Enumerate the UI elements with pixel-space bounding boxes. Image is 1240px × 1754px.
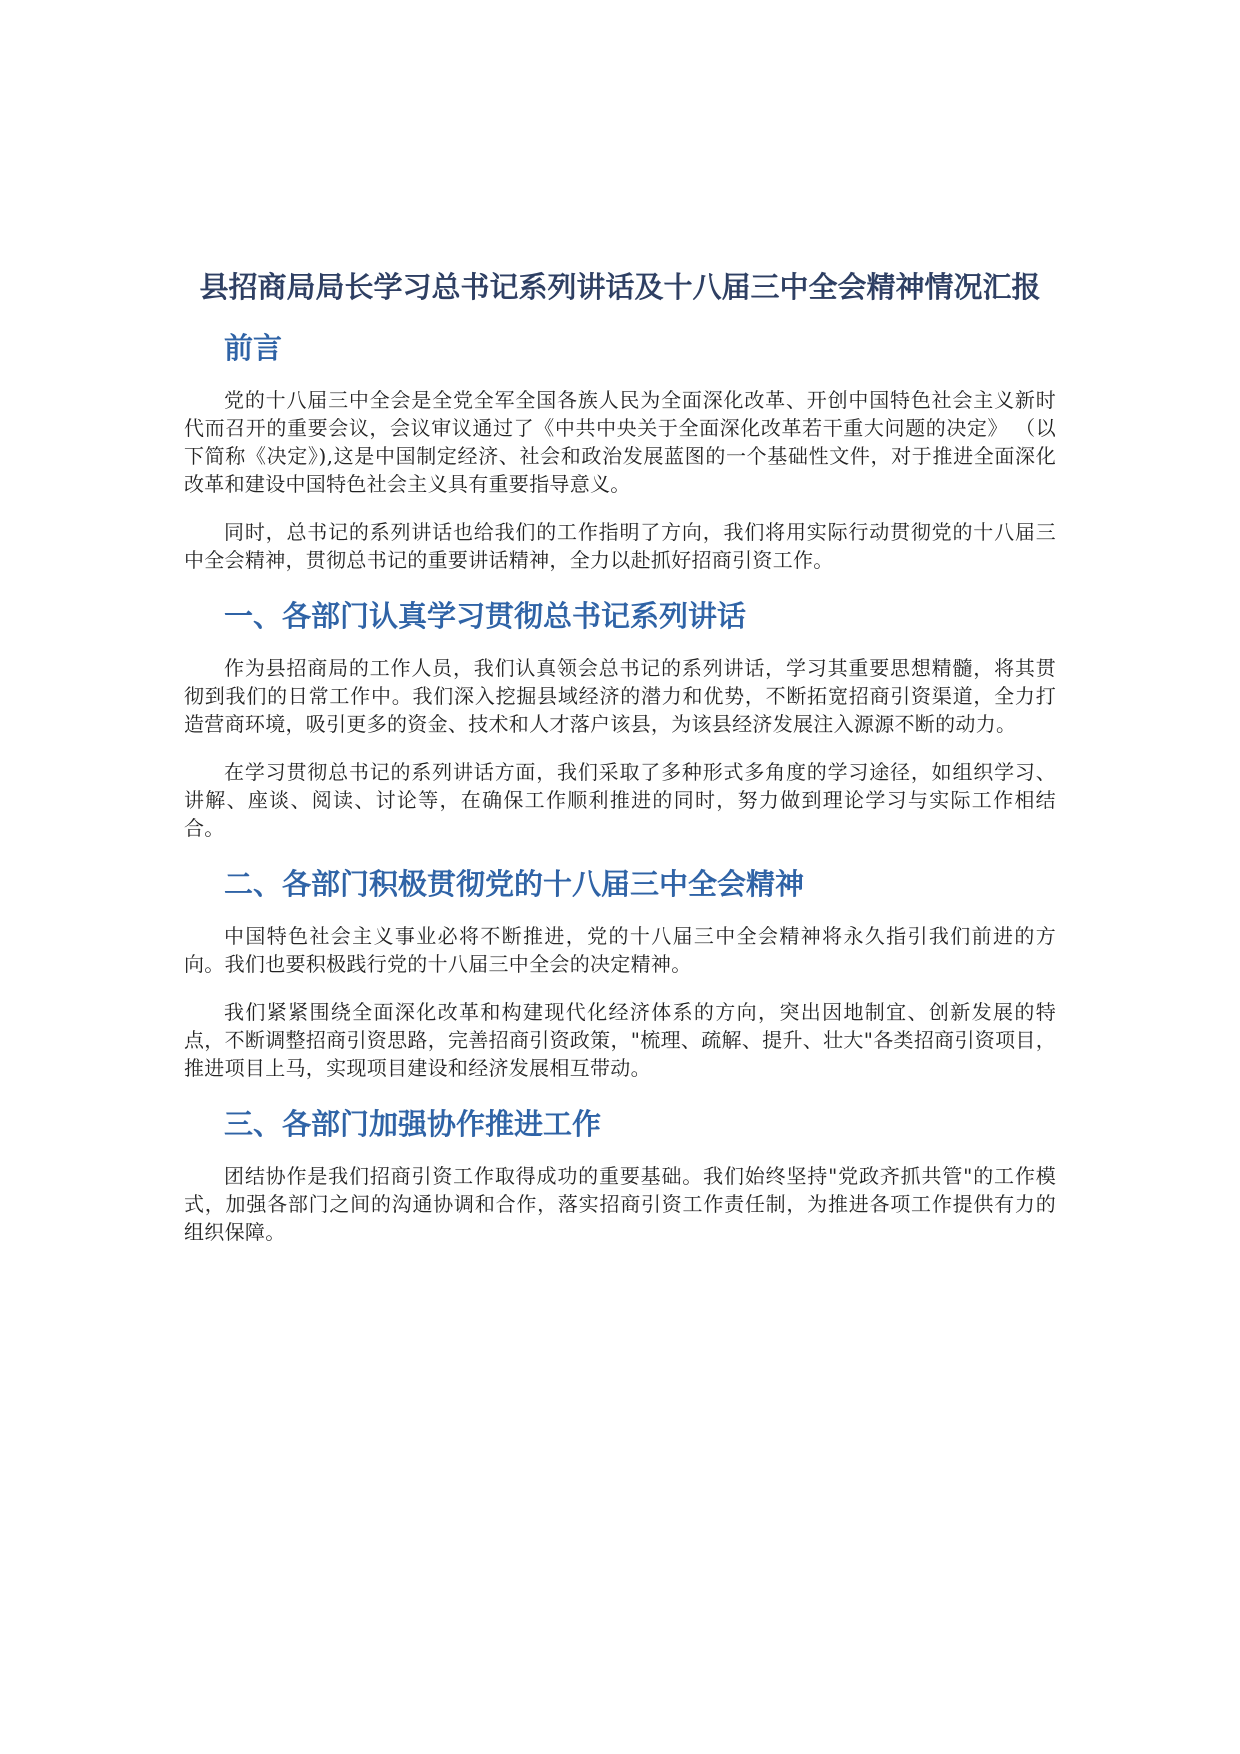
section-heading-3: 三、各部门加强协作推进工作 [224, 1107, 602, 1141]
paragraph: 团结协作是我们招商引资工作取得成功的重要基础。我们始终坚持"党政齐抓共管"的工作模式，加强各部门之间的沟通协调和合作，落实招商引资工作责任制，为推进各项工作提供有力的组织保障。 [184, 1164, 1056, 1244]
paragraph: 在学习贯彻总书记的系列讲话方面，我们采取了多种形式多角度的学习途径，如组织学习、讲解、座谈、阅读、讨论等，在确保工作顺利推进的同时，努力做到理论学习与实际工作相结合。 [184, 760, 1056, 840]
document-content [184, 266, 1056, 1246]
section-heading-1: 一、各部门认真学习贯彻总书记系列讲话 [224, 599, 747, 633]
paragraph: 我们紧紧围绕全面深化改革和构建现代化经济体系的方向，突出因地制宜、创新发展的特点，不断调整招商引资思路，完善招商引资政策，"梳理、疏解、提升、壮大"各类招商引资项目，推进项目上马，实现项目建设和经济发展相互带动。 [184, 1000, 1056, 1080]
paragraph: 党的十八届三中全会是全党全军全国各族人民为全面深化改革、开创中国特色社会主义新时代而召开的重要会议，会议审议通过了《中共中央关于全面深化改革若干重大问题的决定》 （以下简称《决定》),这是中国制定经济、社会和政治发展蓝图的一个基础性文件，对于推进全面深化改革和建设中国特色社会主义具有重要指导意义。 [184, 388, 1056, 496]
paragraph: 作为县招商局的工作人员，我们认真领会总书记的系列讲话，学习其重要思想精髓，将其贯彻到我们的日常工作中。我们深入挖掘县域经济的潜力和优势，不断拓宽招商引资渠道，全力打造营商环境，吸引更多的资金、技术和人才落户该县，为该县经济发展注入源源不断的动力。 [184, 656, 1056, 736]
section-heading-preface: 前言 [224, 331, 283, 365]
paragraph: 同时，总书记的系列讲话也给我们的工作指明了方向，我们将用实际行动贯彻党的十八届三中全会精神，贯彻总书记的重要讲话精神，全力以赴抓好招商引资工作。 [184, 520, 1056, 572]
document-title: 县招商局局长学习总书记系列讲话及十八届三中全会精神情况汇报 [199, 270, 1041, 304]
paragraph: 中国特色社会主义事业必将不断推进，党的十八届三中全会精神将永久指引我们前进的方向。我们也要积极践行党的十八届三中全会的决定精神。 [184, 924, 1056, 976]
section-heading-2: 二、各部门积极贯彻党的十八届三中全会精神 [224, 867, 805, 901]
